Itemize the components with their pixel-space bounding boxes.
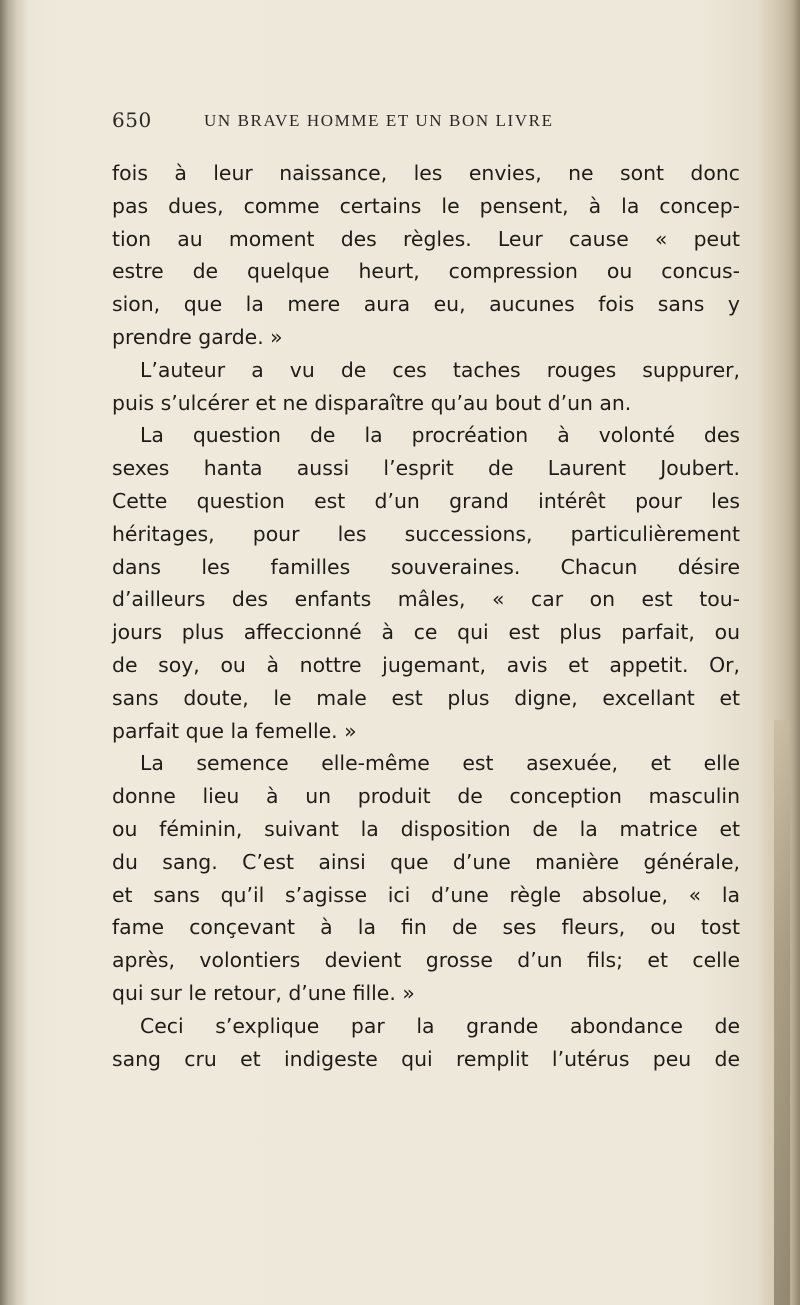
paragraph-first-line: La semence elle-même est asexuée, et elle xyxy=(140,751,740,776)
binding-shadow xyxy=(0,0,28,1305)
text-line: pas dues, comme certains le pensent, à la concep- xyxy=(112,193,740,218)
text-line: fame conçevant à la fin de ses fleurs, ou tost xyxy=(112,915,740,940)
page-header xyxy=(112,108,732,138)
text-line: après, volontiers devient grosse d’un fils; et celle xyxy=(112,948,740,973)
text-line: parfait que la femelle. » xyxy=(112,718,357,743)
text-line: du sang. C’est ainsi que d’une manière générale, xyxy=(112,849,740,874)
text-line: sang cru et indigeste qui remplit l’utérus peu de xyxy=(112,1046,740,1071)
text-line: et sans qu’il s’agisse ici d’une règle absolue, « la xyxy=(112,882,740,907)
text-line: d’ailleurs des enfants mâles, « car on est tou- xyxy=(112,587,740,612)
text-line: donne lieu à un produit de conception masculin xyxy=(112,784,740,809)
text-line: tion au moment des règles. Leur cause « peut xyxy=(112,226,740,251)
text-line: de soy, ou à nottre jugemant, avis et appetit. Or, xyxy=(112,652,740,677)
paragraph-first-line: L’auteur a vu de ces taches rouges suppurer, xyxy=(140,357,740,382)
text-line: héritages, pour les successions, particulièrement xyxy=(112,521,740,546)
running-title: UN BRAVE HOMME ET UN BON LIVRE xyxy=(204,111,554,130)
text-line: sion, que la mere aura eu, aucunes fois sans y xyxy=(112,292,740,317)
text-line: prendre garde. » xyxy=(112,324,283,349)
text-line: sans doute, le male est plus digne, excellant et xyxy=(112,685,740,710)
text-line: ou féminin, suivant la disposition de la matrice et xyxy=(112,816,740,841)
paragraph-first-line: Ceci s’explique par la grande abondance de xyxy=(140,1013,740,1038)
text-line: jours plus affeccionné à ce qui est plus parfait, ou xyxy=(112,620,740,645)
page-number: 650 xyxy=(112,108,152,132)
text-line: estre de quelque heurt, compression ou concus- xyxy=(112,259,740,284)
body-text xyxy=(112,157,740,1075)
text-line: puis s’ulcérer et ne disparaître qu’au bout d’un an. xyxy=(112,390,632,415)
paragraph-first-line: La question de la procréation à volonté des xyxy=(140,423,740,448)
page-edge-shadow xyxy=(774,720,790,1305)
text-line: dans les familles souveraines. Chacun désire xyxy=(112,554,740,579)
text-line: Cette question est d’un grand intérêt pour les xyxy=(112,488,740,513)
text-line: qui sur le retour, d’une fille. » xyxy=(112,980,415,1005)
text-line: sexes hanta aussi l’esprit de Laurent Joubert. xyxy=(112,456,740,481)
text-line: fois à leur naissance, les envies, ne sont donc xyxy=(112,161,740,185)
